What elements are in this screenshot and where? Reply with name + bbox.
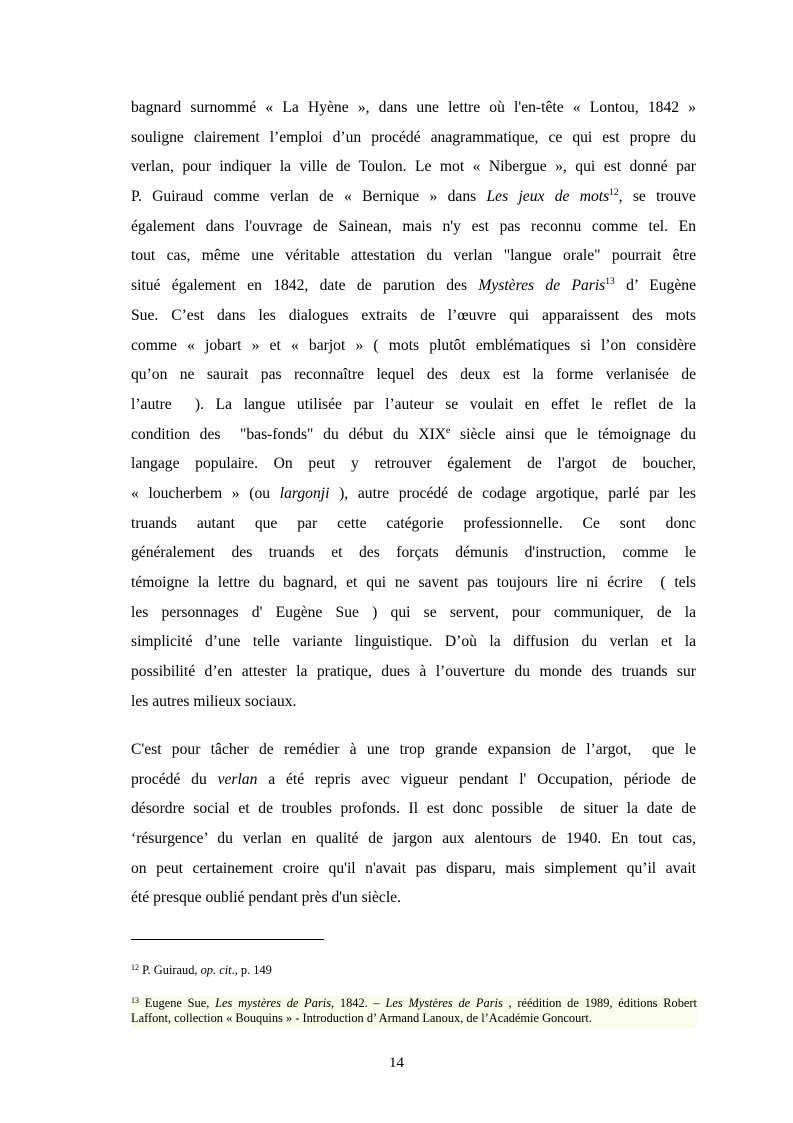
text-line: l’autre ). La langue utilisée par l’auteur se voulait en effet le reflet de la (131, 395, 696, 413)
term-italic: largonji (279, 484, 330, 502)
paragraph-2 (131, 735, 696, 913)
text-line: simplicité d’une telle variante linguistique. D’où la diffusion du verlan et la (131, 633, 696, 651)
text-line: témoigne la lettre du bagnard, et qui ne savent pas toujours lire ni écrire ( tels (131, 574, 696, 591)
footnote-12: $^{12}$ P. Guiraud, op. cit., p. 149 (131, 963, 272, 977)
text-line: possibilité d’en attester la pratique, dues à l’ouverture du monde des truands sur (131, 663, 696, 681)
text-line: situé également en 1842, date de parution des Mystères de Paris$^{13}$ d’ Eugène (131, 277, 696, 295)
book-title-italic: Mystères de Paris (478, 277, 606, 295)
text-line: souligne clairement l’emploi d’un procédé anagrammatique, ce qui est propre du (131, 128, 696, 146)
text-line: également dans l'ouvrage de Sainean, mais n'y est pas reconnu comme tel. En (131, 217, 696, 235)
text-line: truands autant que par cette catégorie professionnelle. Ce sont donc (131, 514, 696, 532)
term-italic: verlan (217, 770, 258, 788)
footnote-marker: 12 (131, 963, 139, 972)
page-number: 14 (389, 1055, 404, 1071)
text-line: « loucherbem » (ou largonji ), autre procédé de codage argotique, parlé par les (131, 484, 696, 502)
footnote-separator (131, 939, 324, 940)
footnote-ref-12[interactable]: 12 (609, 188, 619, 199)
text-line: désordre social et de troubles profonds. Il est donc possible de situer la date de (131, 800, 696, 818)
footnote-ref-13[interactable]: 13 (605, 277, 615, 288)
footnote-line: $^{13}$ Eugene Sue, Les mystères de Paris, 1842. – Les Mystères de Paris , réédition de 1989, éditions Robert (131, 996, 697, 1010)
text-line: bagnard surnommé « La Hyène », dans une lettre où l'en-tête « Lontou, 1842 » (131, 99, 696, 116)
text-line: comme « jobart » et « barjot » ( mots plutôt emblématiques si l’on considère (131, 336, 696, 354)
footnote-marker: 13 (131, 996, 139, 1005)
book-title-italic: Les jeux de mots (486, 188, 610, 206)
text-line: C'est pour tâcher de remédier à une trop grande expansion de l’argot, que le (131, 741, 696, 758)
text-line: on peut certainement croire qu'il n'avait pas disparu, mais simplement qu’il avait (131, 859, 696, 877)
paragraph-1 (131, 93, 696, 716)
text-line: verlan, pour indiquer la ville de Toulon. Le mot « Nibergue », qui est donné par (131, 158, 696, 176)
text-line: été presque oublié pendant près d'un siècle. (131, 889, 401, 907)
century-superscript: e (446, 425, 451, 436)
text-line: les autres milieux sociaux. (131, 692, 297, 710)
text-line: procédé du verlan a été repris avec vigueur pendant l' Occupation, période de (131, 770, 696, 788)
text-line: Sue. C’est dans les dialogues extraits de l’œuvre qui apparaissent des mots (131, 306, 696, 324)
text-line: P. Guiraud comme verlan de « Bernique » dans Les jeux de mots$^{12}$, se trouve (131, 188, 696, 206)
footnote-13 (131, 996, 697, 1028)
text-line: qu’on ne saurait pas reconnaître lequel des deux est la forme verlanisée de (131, 366, 696, 384)
text-line: généralement des truands et des forçats démunis d'instruction, comme le (131, 544, 696, 562)
text-line: ‘résurgence’ du verlan en qualité de jargon aux alentours de 1940. En tout cas, (131, 830, 696, 848)
text-line: condition des "bas-fonds" du début du XIXe siècle ainsi que le témoignage du (131, 425, 696, 443)
text-line: les personnages d' Eugène Sue ) qui se servent, pour communiquer, de la (131, 603, 696, 621)
text-line: langage populaire. On peut y retrouver également de l'argot de boucher, (131, 455, 696, 473)
footnote-line: Laffont, collection « Bouquins » - Introduction d’ Armand Lanoux, de l’Académie Goncourt. (131, 1011, 592, 1025)
text-line: tout cas, même une véritable attestation du verlan "langue orale" pourrait être (131, 247, 696, 265)
